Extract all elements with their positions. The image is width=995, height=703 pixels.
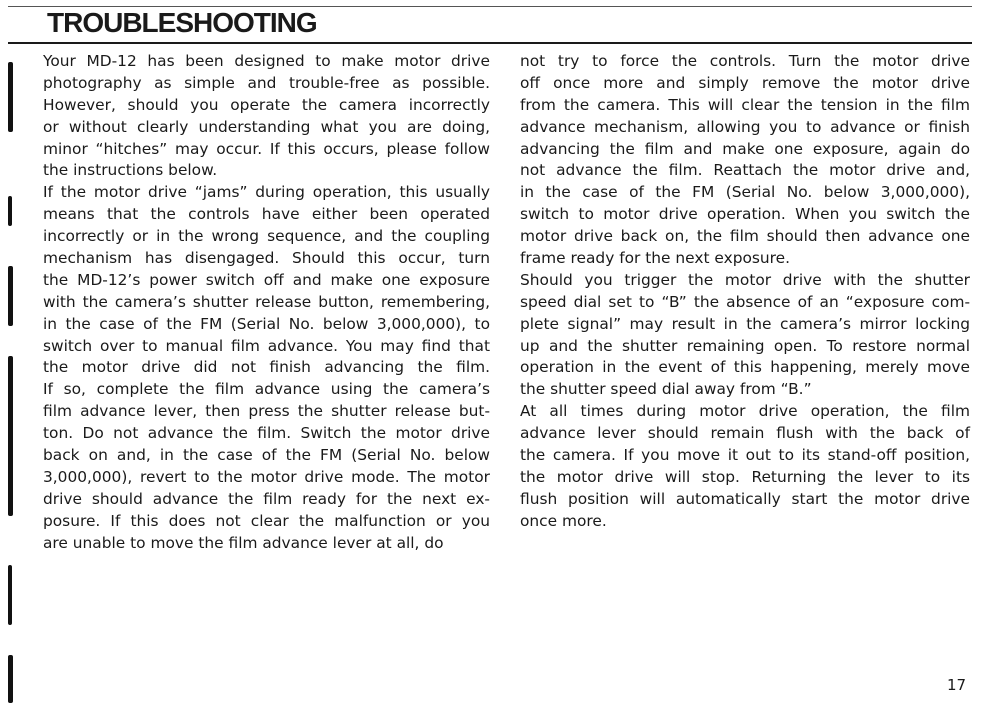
text-line: Should you trigger the motor drive with the shutter <box>520 270 970 289</box>
text-line: mechanism has disengaged. Should this occur, turn <box>43 249 490 268</box>
text-line: the camera. If you move it out to its stand-off position, <box>520 446 970 465</box>
right-text-column <box>520 51 970 533</box>
text-line: in the case of the FM (Serial No. below 3,000,000), <box>520 183 970 202</box>
text-line: with the camera’s shutter release button, remembering, <box>43 292 490 311</box>
text-line: the MD-12’s power switch off and make one exposure <box>43 270 490 289</box>
text-line: from the camera. This will clear the tension in the film <box>520 95 970 114</box>
text-line: not advance the film. Reattach the motor drive and, <box>520 161 970 180</box>
binding-mark <box>8 62 13 132</box>
binding-mark <box>8 565 12 625</box>
text-line: film advance lever, then press the shutter release but- <box>43 402 490 421</box>
text-line: advancing the film and make one exposure, again do <box>520 139 970 158</box>
binding-mark <box>8 655 13 703</box>
text-line: up and the shutter remaining open. To restore normal <box>520 336 970 355</box>
text-line: ton. Do not advance the film. Switch the motor drive <box>43 424 490 443</box>
text-line: posure. If this does not clear the malfunction or you <box>43 511 490 530</box>
title-underline <box>8 42 972 44</box>
text-line: If the motor drive “jams” during operation, this usually <box>43 183 490 202</box>
left-text-column <box>43 51 490 554</box>
text-line: incorrectly or in the wrong sequence, and the coupling <box>43 227 490 246</box>
text-line: switch to motor drive operation. When you switch the <box>520 205 970 224</box>
text-line: photography as simple and trouble-free as possible. <box>43 73 490 92</box>
text-line: At all times during motor drive operation, the film <box>520 402 970 421</box>
text-line: frame ready for the next exposure. <box>520 249 790 268</box>
page-title: TROUBLESHOOTING <box>47 7 317 38</box>
text-line: 3,000,000), revert to the motor drive mode. The motor <box>43 467 490 486</box>
text-line: back on and, in the case of the FM (Serial No. below <box>43 446 490 465</box>
text-line: plete signal” may result in the camera’s mirror locking <box>520 314 970 333</box>
text-line: flush position will automatically start the motor drive <box>520 489 970 508</box>
text-line: the shutter speed dial away from “B.” <box>520 380 812 399</box>
binding-mark <box>8 356 13 516</box>
text-line: drive should advance the film ready for the next ex- <box>43 489 490 508</box>
text-line: in the case of the FM (Serial No. below 3,000,000), to <box>43 314 490 333</box>
text-line: motor drive back on, the film should then advance one <box>520 227 970 246</box>
text-line: minor “hitches” may occur. If this occurs, please follow <box>43 139 490 158</box>
text-line: the motor drive did not finish advancing the film. <box>43 358 490 377</box>
page-number: 17 <box>947 676 967 694</box>
text-line: If so, complete the film advance using the camera’s <box>43 380 490 399</box>
text-line: once more. <box>520 511 607 530</box>
text-line: the instructions below. <box>43 161 218 180</box>
text-line: switch over to manual film advance. You may find that <box>43 336 490 355</box>
text-line: means that the controls have either been operated <box>43 205 490 224</box>
text-line: However, should you operate the camera incorrectly <box>43 95 490 114</box>
text-line: off once more and simply remove the motor drive <box>520 73 970 92</box>
text-line: not try to force the controls. Turn the motor drive <box>520 52 970 70</box>
binding-mark <box>8 266 13 326</box>
binding-mark <box>8 196 12 226</box>
text-line: or without clearly understanding what you are doing, <box>43 117 490 136</box>
text-line: operation in the event of this happening, merely move <box>520 358 970 377</box>
text-line: advance mechanism, allowing you to advance or finish <box>520 117 970 136</box>
text-line: advance lever should remain flush with the back of <box>520 424 970 443</box>
text-line: the motor drive will stop. Returning the lever to its <box>520 467 970 486</box>
text-line: speed dial set to “B” the absence of an “exposure com- <box>520 292 970 311</box>
text-line: are unable to move the film advance lever at all, do <box>43 533 444 552</box>
text-line: Your MD-12 has been designed to make motor drive <box>43 52 490 70</box>
